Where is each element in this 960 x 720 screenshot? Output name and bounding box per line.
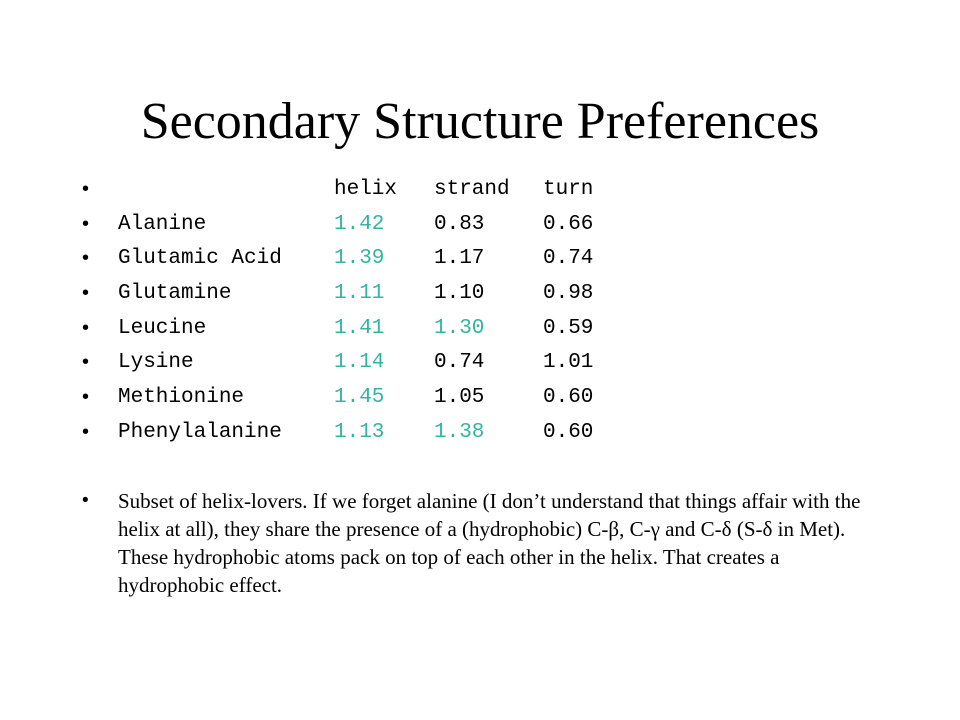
table-row	[82, 311, 623, 346]
bullet: •	[82, 316, 90, 339]
explanation-note	[82, 487, 882, 599]
strand-value: 0.83	[434, 212, 485, 236]
helix-value: 1.39	[334, 247, 385, 271]
bullet: •	[82, 177, 90, 200]
strand-value: 1.17	[434, 247, 485, 271]
strand-value: 0.74	[434, 351, 485, 375]
bullet: •	[82, 420, 90, 443]
header-turn: turn	[543, 177, 594, 201]
bullet: •	[82, 281, 90, 304]
amino-acid-name: Glutamine	[118, 281, 232, 305]
turn-value: 0.74	[543, 247, 594, 271]
amino-acid-name: Glutamic Acid	[118, 247, 282, 271]
bullet: •	[82, 247, 90, 270]
table-row	[82, 241, 623, 276]
helix-value: 1.13	[334, 420, 385, 444]
preference-table	[82, 172, 623, 450]
table-row	[82, 415, 623, 450]
amino-acid-name: Lysine	[118, 351, 194, 375]
amino-acid-name: Leucine	[118, 316, 207, 340]
strand-value: 1.05	[434, 385, 485, 409]
helix-value: 1.41	[334, 316, 385, 340]
turn-value: 0.59	[543, 316, 594, 340]
turn-value: 0.60	[543, 420, 594, 444]
helix-value: 1.11	[334, 281, 385, 305]
header-helix: helix	[334, 177, 398, 201]
amino-acid-name: Alanine	[118, 212, 207, 236]
table-row	[82, 345, 623, 380]
bullet: •	[82, 490, 89, 511]
amino-acid-name: Phenylalanine	[118, 420, 282, 444]
strand-value: 1.10	[434, 281, 485, 305]
strand-value: 1.30	[434, 316, 485, 340]
amino-acid-name: Methionine	[118, 385, 245, 409]
bullet: •	[82, 212, 90, 235]
table-row	[82, 380, 623, 415]
turn-value: 0.98	[543, 281, 594, 305]
turn-value: 0.66	[543, 212, 594, 236]
turn-value: 1.01	[543, 351, 594, 375]
table-header-row	[82, 172, 623, 207]
slide-title: Secondary Structure Preferences	[140, 93, 820, 150]
helix-value: 1.45	[334, 385, 385, 409]
strand-value: 1.38	[434, 420, 485, 444]
table-row	[82, 207, 623, 242]
helix-value: 1.42	[334, 212, 385, 236]
bullet: •	[82, 351, 90, 374]
turn-value: 0.60	[543, 385, 594, 409]
bullet: •	[82, 385, 90, 408]
table-row	[82, 276, 623, 311]
header-strand: strand	[434, 177, 510, 201]
note-text: Subset of helix-lovers. If we forget alanine (I don’t understand that things affair with the helix at all), they share the presence of a (hydrophobic) C-β, C-γ and C-δ (S-δ in Met). These hydrophobic atoms pack on top of each other in the helix. That creates a hydrophobic effect.	[118, 489, 861, 597]
helix-value: 1.14	[334, 351, 385, 375]
